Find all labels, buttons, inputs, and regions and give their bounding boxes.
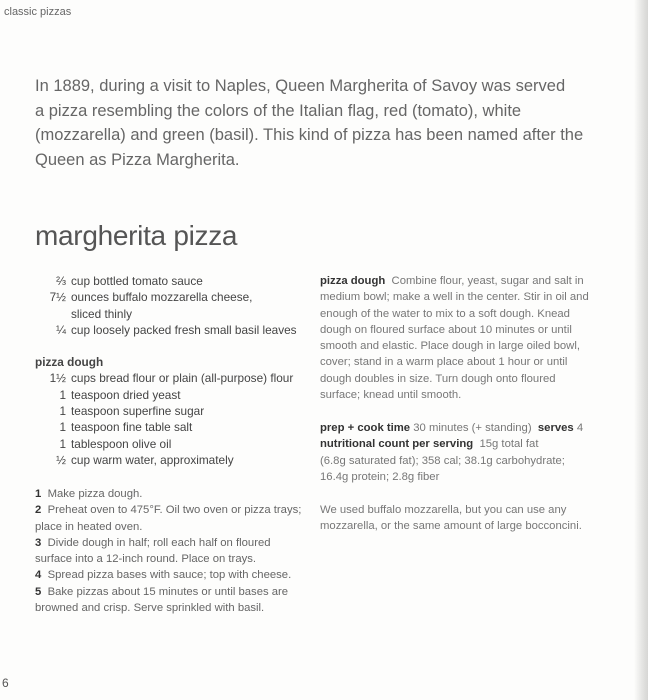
ingredient-qty: ¼ [56, 322, 66, 337]
ingredient-text: cups bread flour or plain (all-purpose) flour [71, 371, 294, 386]
ingredient-qty: 7½ [49, 290, 66, 305]
nutrition-label: nutritional count per serving [320, 438, 474, 451]
step-text: browned and crisp. Serve sprinkled with basil. [35, 602, 265, 615]
ingredient-text: ounces buffalo mozzarella cheese, [71, 290, 253, 305]
step-number: 1 [35, 488, 42, 500]
step-text: Make pizza dough. [47, 488, 143, 500]
serves-label: serves [537, 422, 574, 434]
ingredients-list [35, 273, 297, 468]
ingredient-text: teaspoon fine table salt [71, 420, 193, 435]
step [35, 567, 301, 583]
ingredient [35, 436, 297, 452]
ingredient-text: teaspoon superfine sugar [71, 404, 205, 419]
ingredient-text: cup loosely packed fresh small basil leaves [71, 322, 297, 337]
section-header: classic pizzas [4, 6, 72, 18]
ingredient-qty: 1½ [49, 371, 66, 386]
intro-line: Queen as Pizza Margherita. [35, 150, 240, 169]
method-line: Combine flour, yeast, sugar and salt in [391, 275, 584, 287]
step [35, 502, 301, 535]
step-number: 4 [35, 569, 42, 582]
dough-heading: pizza dough [35, 355, 104, 370]
ingredient [35, 419, 297, 435]
serves-value: 4 [576, 422, 584, 434]
nutrition-line: 15g total fat [479, 438, 539, 451]
method-line: enough of the water to mix to a soft dough. Knead [320, 307, 570, 320]
step-text: Preheat oven to 475°F. Oil two oven or pizza trays; [47, 504, 302, 517]
prep-value: 30 minutes (+ standing) [413, 422, 532, 434]
method-line: dough on floured surface about 10 minutes or until [320, 323, 572, 336]
step-number: 3 [35, 536, 42, 549]
page-number: 6 [2, 676, 9, 690]
ingredient-text: teaspoon dried yeast [71, 387, 181, 402]
method-line: surface; knead until smooth. [320, 389, 462, 402]
ingredient-text: sliced thinly [71, 306, 132, 321]
ingredient [35, 387, 297, 403]
ingredient [35, 403, 297, 419]
method-line: cover; stand in a warm place about 1 hour or until [320, 356, 568, 369]
step-text: surface into a 12-inch round. Place on trays. [35, 553, 257, 566]
intro-line: a pizza resembling the colors of the Italian flag, red (tomato), white [35, 101, 522, 120]
step-number: 2 [35, 504, 42, 517]
nutrition-line: (6.8g saturated fat); 358 cal; 38.1g carbohydrate; [320, 454, 565, 467]
recipe-info [320, 420, 583, 485]
method-steps [35, 486, 301, 616]
recipe-note [320, 502, 582, 535]
ingredient-text: tablespoon olive oil [71, 436, 172, 451]
ingredient-qty: 1 [59, 420, 66, 435]
recipe-title: margherita pizza [35, 220, 238, 251]
method-line: smooth and elastic. Place dough in large oiled bowl, [320, 340, 580, 353]
ingredient [35, 452, 297, 468]
dough-method [320, 273, 589, 403]
intro-paragraph [35, 74, 583, 172]
method-line: medium bowl; make a well in the center. Stir in oil and [320, 291, 589, 304]
ingredient-text: cup bottled tomato sauce [71, 274, 203, 288]
step-text: Spread pizza bases with sauce; top with cheese. [47, 569, 292, 582]
method-line: dough doubles in size. Turn dough onto floured [320, 372, 556, 385]
step-text: Divide dough in half; roll each half on floured [47, 536, 271, 549]
step-text: place in heated oven. [35, 520, 143, 533]
ingredient-qty: ½ [56, 452, 66, 467]
ingredient-qty: 1 [59, 387, 66, 402]
ingredient-qty: 1 [59, 404, 66, 419]
step [35, 584, 301, 617]
step-number: 5 [35, 585, 42, 598]
ingredient-qty: 1 [59, 436, 66, 451]
ingredient [35, 273, 297, 289]
nutrition-line: 16.4g protein; 2.8g fiber [320, 470, 440, 483]
ingredient [35, 306, 297, 322]
step [35, 535, 301, 568]
note-line: mozzarella, or the same amount of large bocconcini. [320, 520, 582, 533]
prep-label: prep + cook time [320, 422, 411, 434]
note-line: We used buffalo mozzarella, but you can use any [320, 504, 567, 516]
step [35, 486, 301, 502]
intro-line: In 1889, during a visit to Naples, Queen Margherita of Savoy was served [35, 77, 566, 95]
ingredient [35, 370, 297, 386]
intro-line: (mozzarella) and green (basil). This kind of pizza has been named after the [35, 126, 584, 144]
ingredient-qty [35, 306, 71, 322]
ingredient [35, 322, 297, 338]
ingredient-text: cup warm water, approximately [71, 452, 234, 467]
page-gutter-shadow [634, 0, 648, 700]
dough-method-label: pizza dough [320, 275, 386, 287]
ingredient [35, 289, 297, 305]
ingredient-qty: ⅔ [56, 274, 66, 288]
step-text: Bake pizzas about 15 minutes or until bases are [47, 585, 289, 598]
